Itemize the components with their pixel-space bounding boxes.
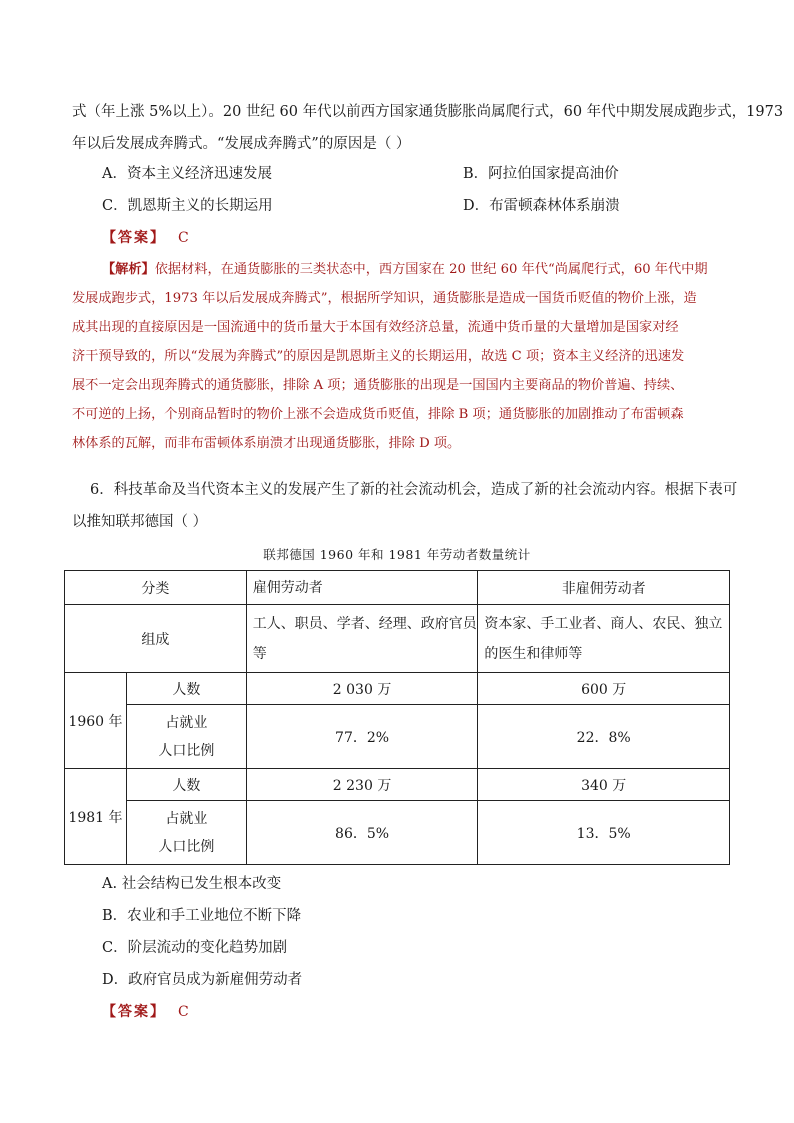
table-row <box>65 705 730 769</box>
header-nonemployed: 非雇佣劳动者 <box>478 571 730 605</box>
analysis-line <box>72 255 722 284</box>
nonemployed-ratio: 13．5% <box>478 801 730 865</box>
employed-count: 2 230 万 <box>246 769 478 801</box>
employed-count: 2 030 万 <box>246 673 478 705</box>
q6-choice-b[interactable]: B．农业和手工业地位不断下降 <box>102 908 302 924</box>
analysis-text: 依据材料，在通货膨胀的三类状态中，西方国家在 20 世纪 60 年代“尚属爬行式，60 年代中期 <box>154 262 708 277</box>
q5-analysis <box>72 255 722 458</box>
q5-option-a[interactable]: A．资本主义经济迅速发展 <box>102 166 272 182</box>
employed-composition-line: 工人、职员、学者、经理、政府官员 <box>252 615 477 632</box>
nonemployed-composition <box>478 605 730 673</box>
labor-stats-table <box>64 570 730 865</box>
q5-stem <box>72 96 784 160</box>
answer-tag: 【答案】 <box>102 230 166 246</box>
nonemployed-count: 340 万 <box>478 769 730 801</box>
q5-stem-line: 式（年上涨 5%以上）。20 世纪 60 年代以前西方国家通货膨胀尚属爬行式，60 年代中期发展成跑步式，1973 <box>72 104 784 120</box>
employed-ratio: 86．5% <box>246 801 478 865</box>
nonemployed-count: 600 万 <box>478 673 730 705</box>
analysis-line: 济干预导致的，所以“发展为奔腾式”的原因是凯恩斯主义的长期运用，故选 C 项；资本主义经济的迅速发 <box>72 349 685 364</box>
q6-answer <box>102 996 189 1028</box>
nonemployed-composition-line: 资本家、手工业者、商人、农民、独立 <box>484 615 723 632</box>
table-row <box>65 769 730 801</box>
analysis-line: 林体系的瓦解，而非布雷顿体系崩溃才出现通货膨胀，排除 D 项。 <box>72 436 461 451</box>
table-row <box>65 801 730 865</box>
table-caption: 联邦德国 1960 年和 1981 年劳动者数量统计 <box>263 547 531 562</box>
analysis-line: 展不一定会出现奔腾式的通货膨胀，排除 A 项；通货膨胀的出现是一国国内主要商品的物价普遍、持续、 <box>72 378 684 393</box>
ratio-label <box>126 801 246 865</box>
q5-option-b[interactable]: B．阿拉伯国家提高油价 <box>463 166 619 182</box>
q5-options-row-2 <box>102 190 742 222</box>
nonemployed-ratio: 22．8% <box>478 705 730 769</box>
table-header-row <box>65 571 730 605</box>
q5-options-row-1 <box>102 158 742 190</box>
employed-composition <box>246 605 478 673</box>
analysis-line: 发展成跑步式，1973 年以后发展成奔腾式”，根据所学知识，通货膨胀是造成一国货币贬值的物价上涨，造 <box>72 291 697 306</box>
year-cell: 1981 年 <box>65 769 127 865</box>
ratio-label-line: 人口比例 <box>158 742 215 759</box>
employed-ratio: 77．2% <box>246 705 478 769</box>
year-cell: 1960 年 <box>65 673 127 769</box>
header-category: 分类 <box>65 571 247 605</box>
nonemployed-composition-line: 的医生和律师等 <box>484 645 583 662</box>
q6-choice-a[interactable]: A. 社会结构已发生根本改变 <box>102 876 282 892</box>
q6-stem-cont <box>72 506 732 538</box>
composition-label: 组成 <box>65 605 247 673</box>
answer-tag: 【答案】 <box>102 1004 166 1020</box>
analysis-line: 不可逆的上扬，个别商品暂时的物价上涨不会造成货币贬值，排除 B 项；通货膨胀的加剧推动了布雷顿森 <box>72 407 684 422</box>
q5-answer <box>102 222 189 254</box>
answer-value: C <box>178 1004 189 1020</box>
analysis-line: 成其出现的直接原因是一国流通中的货币量大于本国有效经济总量，流通中货币量的大量增加是国家对经 <box>72 320 679 335</box>
count-label: 人数 <box>126 769 246 801</box>
analysis-tag: 【解析】 <box>102 262 155 277</box>
count-label: 人数 <box>126 673 246 705</box>
q6-stem-line: 以推知联邦德国（ ） <box>72 514 208 530</box>
q6-choice-d[interactable]: D．政府官员成为新雇佣劳动者 <box>102 972 303 988</box>
composition-row <box>65 605 730 673</box>
q5-option-c[interactable]: C．凯恩斯主义的长期运用 <box>102 198 273 214</box>
q6-stem <box>90 474 750 506</box>
header-employed: 雇佣劳动者 <box>246 571 478 605</box>
ratio-label-line: 占就业 <box>165 714 208 731</box>
answer-value: C <box>178 230 189 246</box>
q6-stem-line: 6．科技革命及当代资本主义的发展产生了新的社会流动机会，造成了新的社会流动内容。根据下表可 <box>90 482 738 498</box>
ratio-label-line: 占就业 <box>165 810 208 827</box>
ratio-label-line: 人口比例 <box>158 838 215 855</box>
employed-composition-line: 等 <box>252 645 267 662</box>
q5-option-d[interactable]: D．布雷顿森林体系崩溃 <box>463 198 620 214</box>
table-row <box>65 673 730 705</box>
ratio-label <box>126 705 246 769</box>
q6-choice-c[interactable]: C．阶层流动的变化趋势加剧 <box>102 940 288 956</box>
q5-stem-line: 年以后发展成奔腾式。“发展成奔腾式”的原因是（ ） <box>72 136 411 152</box>
